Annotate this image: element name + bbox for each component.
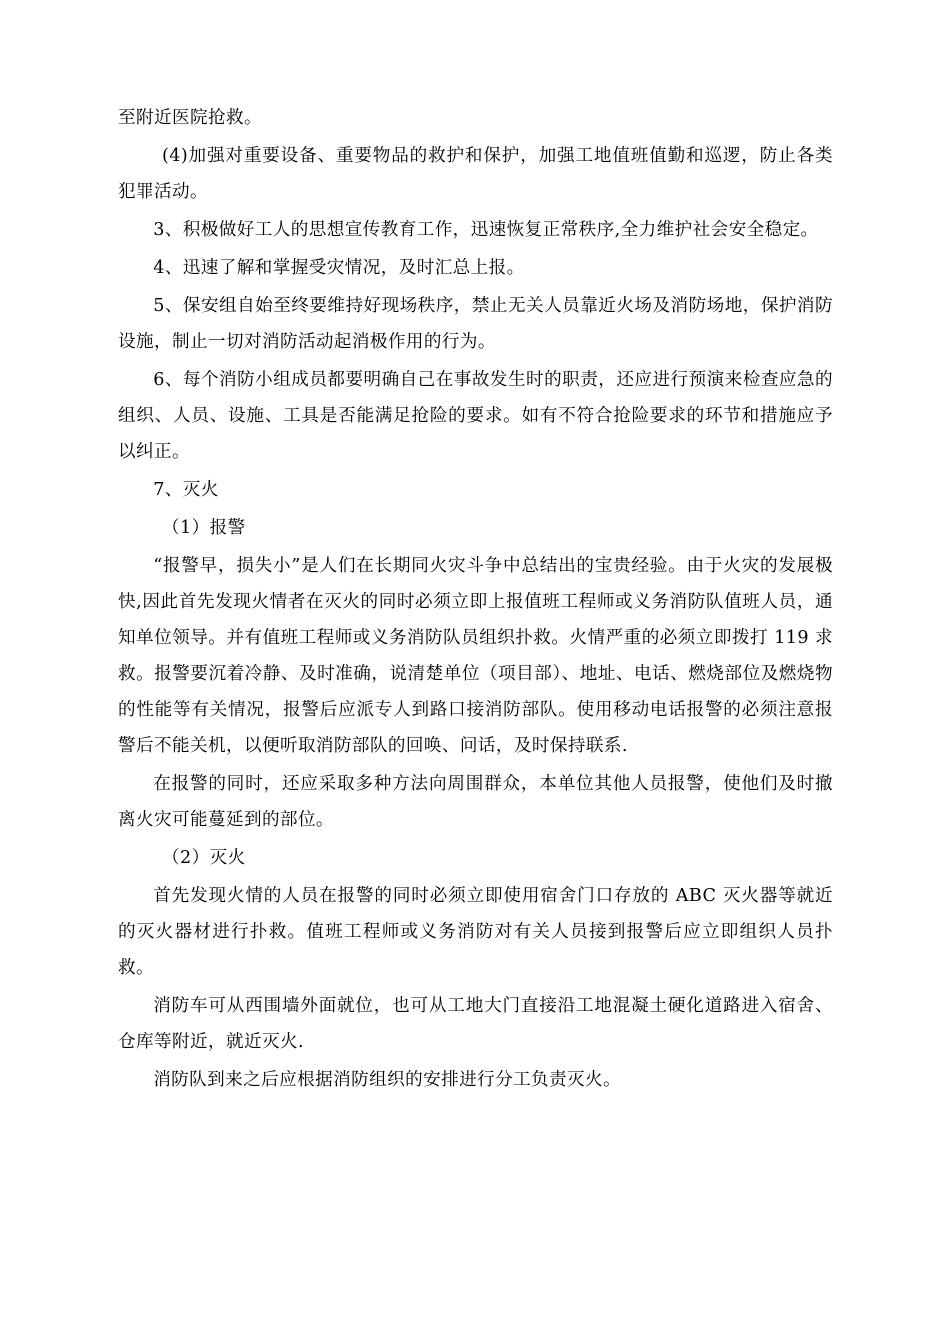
subheading-alarm: （1）报警 [162, 518, 246, 538]
paragraph-hospital-rescue: 至附近医院抢救。 [118, 108, 262, 128]
paragraph-item-4-protection: (4)加强对重要设备、重要物品的救护和保护，加强工地值班值勤和巡逻，防止各类犯罪活动。 [118, 146, 833, 202]
paragraph-item-3-education: 3、积极做好工人的思想宣传教育工作，迅速恢复正常秩序,全力维护社会安全稳定。 [153, 220, 819, 240]
paragraph-alarm-crowd: 在报警的同时，还应采取多种方法向周围群众，本单位其他人员报警，使他们及时撤离火灾可能蔓延到的部位。 [118, 774, 833, 830]
paragraph-item-4-report: 4、迅速了解和掌握受灾情况，及时汇总上报。 [153, 258, 525, 278]
paragraph-fire-truck: 消防车可从西围墙外面就位，也可从工地大门直接沿工地混凝土硬化道路进入宿舍、仓库等附近，就近灭火. [118, 996, 833, 1052]
paragraph-item-5-security: 5、保安组自始至终要维持好现场秩序，禁止无关人员靠近火场及消防场地，保护消防设施，制止一切对消防活动起消极作用的行为。 [118, 296, 833, 352]
document-body [118, 100, 833, 1098]
subheading-extinguish: （2）灭火 [162, 848, 246, 868]
paragraph-item-6-drill: 6、每个消防小组成员都要明确自己在事故发生时的职责，还应进行预演来检查应急的组织、人员、设施、工具是否能满足抢险的要求。如有不符合抢险要求的环节和措施应予以纠正。 [118, 370, 833, 462]
paragraph-fire-brigade: 消防队到来之后应根据消防组织的安排进行分工负责灭火。 [153, 1070, 622, 1090]
paragraph-alarm-details: “报警早，损失小”是人们在长期同火灾斗争中总结出的宝贵经验。由于火灾的发展极快,因此首先发现火情者在灭火的同时必须立即上报值班工程师或义务消防队值班人员，通知单位领导。并有值班工程师或义务消防队员组织扑救。火情严重的必须立即拨打 119 求救。报警要沉着冷静、及时准确，说清楚单位（项目部）、地址、电话、燃烧部位及燃烧物的性能等有关情况，报警后应派专人到路口接消防部队。使用移动电话报警的必须注意报警后不能关机，以便听取消防部队的回唤、问话，及时保持联系. [118, 556, 833, 756]
heading-item-7-firefighting: 7、灭火 [153, 480, 219, 500]
paragraph-extinguish-first: 首先发现火情的人员在报警的同时必须立即使用宿舍门口存放的 ABC 灭火器等就近的灭火器材进行扑救。值班工程师或义务消防对有关人员接到报警后应立即组织人员扑救。 [118, 886, 833, 978]
